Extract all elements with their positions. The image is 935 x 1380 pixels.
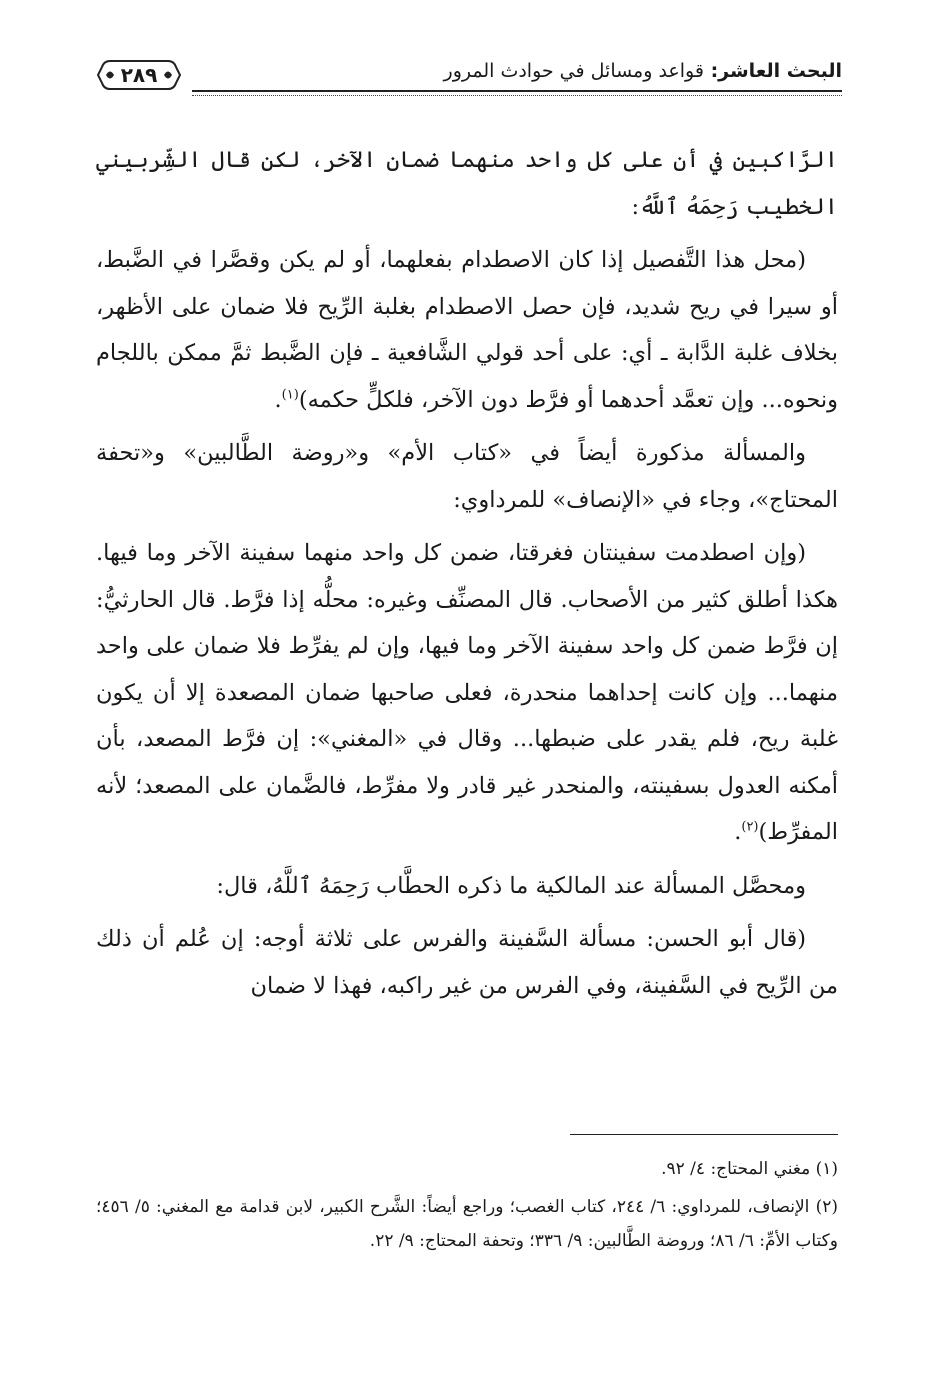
footnote-ref: (٢): [741, 819, 759, 835]
chapter-label: البحث العاشر:: [710, 60, 842, 82]
footnotes: [96, 1152, 838, 1262]
paragraph: والمسألة مذكورة أيضاً في «كتاب الأم» و«روضة الطَّالبين» و«تحفة المحتاج»، وجاء في «الإنصاف» للمرداوي:: [96, 440, 838, 513]
paragraph: ومحصَّل المسألة عند المالكية ما ذكره الحطَّاب رَحِمَهُ ٱللَّهُ، قال:: [216, 872, 806, 899]
paragraph: الرَّاكبين في أن على كل واحد منهما ضمان الآخر، لكن قال الشِّربيني الخطيب رَحِمَهُ ٱللَّهُ:: [96, 147, 838, 220]
main-text: [96, 137, 838, 1016]
footnote: (٢) الإنصاف، للمرداوي: ٦/ ٢٤٤، كتاب الغصب؛ وراجع أيضاً: الشَّرح الكبير، لابن قدامة مع المغني: ٥/ ٤٥٦؛ وكتاب الأمِّ: ٦/ ٨٦؛ وروضة الطَّالبين: ٩/ ٣٣٦؛ وتحفة المحتاج: ٩/ ٢٢.: [96, 1197, 839, 1251]
header-rule: [192, 90, 842, 92]
quote-paragraph: (وإن اصطدمت سفينتان فغرقتا، ضمن كل واحد منهما سفينة الآخر وما فيها. هكذا أطلق كثير من الأصحاب. قال المصنِّف وغيره: محلُّه إذا فرَّط. قال الحارثيُّ: إن فرَّط ضمن كل واحد سفينة الآخر وما فيها، وإن لم يفرِّط فلا ضمان على واحد منهما... وإن كانت إحداهما منحدرة، فعلى صاحبها ضمان المصعدة إلا أن يكون غلبة ريح، فلم يقدر على ضبطها... وقال في «المغني»: إن فرَّط المصعد، بأن أمكنه العدول بسفينته، والمنحدر غير قادر ولا مفرِّط، فالضَّمان على المصعد؛ لأنه المفرِّط)$^{(٢)}$.: [96, 540, 838, 845]
page-number: ٢٨٩: [120, 63, 158, 87]
page-number-badge: [96, 58, 182, 92]
running-title: [444, 60, 842, 82]
page-header: [96, 56, 842, 102]
quote-paragraph: (محل هذا التَّفصيل إذا كان الاصطدام بفعلهما، أو لم يكن وقصَّرا في الضَّبط، أو سيرا في ريح شديد، فإن حصل الاصطدام بغلبة الرِّيح فلا ضمان على الأظهر، بخلاف غلبة الدَّابة ـ أي: على أحد قولي الشَّافعية ـ فإن الضَّبط ثمَّ ممكن باللجام ونحوه... وإن تعمَّد أحدهما أو فرَّط دون الآخر، فلكلٍّ حكمه)$^{(١)}$.: [96, 247, 838, 413]
footnote: (١) مغني المحتاج: ٤/ ٩٢.: [661, 1159, 838, 1179]
quote-paragraph: (قال أبو الحسن: مسألة السَّفينة والفرس على ثلاثة أوجه: إن عُلم أن ذلك من الرِّيح في السَّفينة، وفي الفرس من غير راكبه، فهذا لا ضمان: [96, 926, 838, 999]
footnote-separator: [570, 1134, 838, 1135]
chapter-title: قواعد ومسائل في حوادث المرور: [443, 60, 704, 82]
footnote-ref: (١): [281, 387, 299, 402]
header-dotted-rule: [192, 95, 842, 96]
